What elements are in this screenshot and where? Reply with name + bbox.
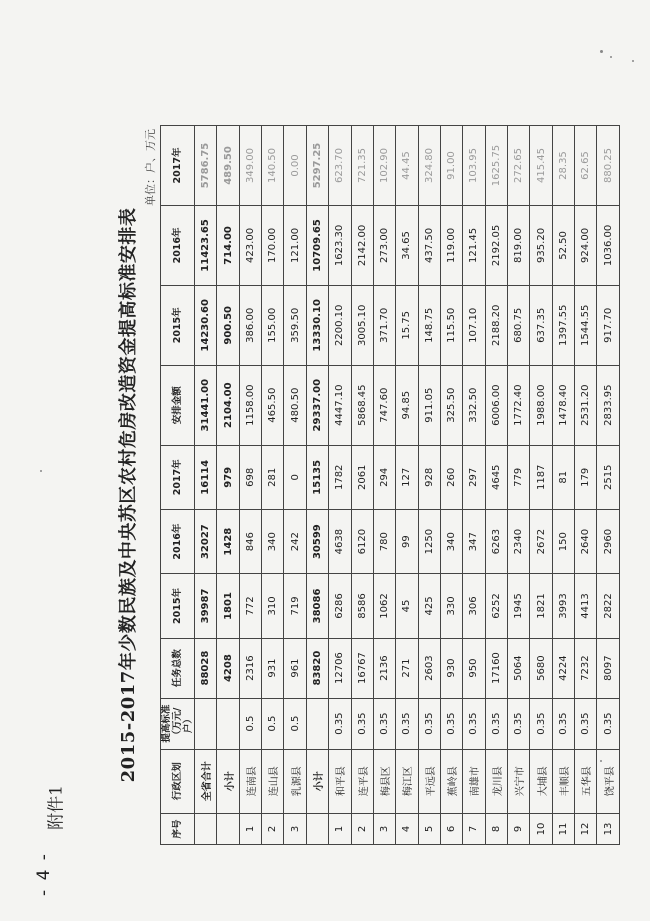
table-cell-region: 平远县 bbox=[418, 749, 440, 813]
table-cell-no: 2 bbox=[351, 813, 373, 844]
table-cell-a17: 102.90 bbox=[373, 126, 395, 206]
table-cell-no: 9 bbox=[508, 813, 530, 844]
table-cell-a15: 13330.10 bbox=[306, 285, 328, 365]
table-cell-region: 小计 bbox=[306, 749, 328, 813]
table-body bbox=[195, 126, 620, 845]
table-cell-a17: 44.45 bbox=[396, 126, 418, 206]
table-cell-std: 0.35 bbox=[597, 698, 620, 749]
table-cell-total: 7232 bbox=[575, 638, 597, 698]
table-cell-y17: 779 bbox=[508, 445, 530, 509]
table-cell-std: 0.35 bbox=[418, 698, 440, 749]
table-cell-a15: 359.50 bbox=[284, 285, 306, 365]
table-cell-amount: 1772.40 bbox=[508, 365, 530, 445]
table-cell-y15: 38086 bbox=[306, 574, 328, 638]
table-cell-a17: 5297.25 bbox=[306, 126, 328, 206]
table-cell-no: 6 bbox=[440, 813, 462, 844]
table-cell-a16: 34.65 bbox=[396, 206, 418, 286]
table-cell-no bbox=[306, 813, 328, 844]
table-cell-total: 931 bbox=[262, 638, 284, 698]
table-header-row bbox=[161, 126, 195, 845]
table-cell-amount: 2833.95 bbox=[597, 365, 620, 445]
table-cell-amount: 4447.10 bbox=[329, 365, 351, 445]
table-cell-amount: 325.50 bbox=[440, 365, 462, 445]
table-cell-a15: 14230.60 bbox=[195, 285, 217, 365]
table-cell-region: 乳源县 bbox=[284, 749, 306, 813]
table-cell-amount: 747.60 bbox=[373, 365, 395, 445]
table-cell-y17: 15135 bbox=[306, 445, 328, 509]
table-cell-std: 0.35 bbox=[396, 698, 418, 749]
table-cell-a17: 880.25 bbox=[597, 126, 620, 206]
table-cell-total: 2316 bbox=[239, 638, 261, 698]
page-number: - 4 - bbox=[34, 852, 54, 896]
table-cell-amount: 1988.00 bbox=[530, 365, 552, 445]
table-cell-total: 5064 bbox=[508, 638, 530, 698]
document-title: 2015-2017年少数民族及中央苏区农村危房改造资金提高标准安排表 bbox=[118, 207, 139, 783]
header-cell: 序号 bbox=[161, 813, 195, 844]
table-cell-std bbox=[195, 698, 217, 749]
table-cell-no: 2 bbox=[262, 813, 284, 844]
table-cell-a16: 121.45 bbox=[463, 206, 485, 286]
table-row bbox=[440, 126, 462, 845]
table-cell-amount: 31441.00 bbox=[195, 365, 217, 445]
table-cell-y15: 45 bbox=[396, 574, 418, 638]
table-cell-a17: 415.45 bbox=[530, 126, 552, 206]
table-row bbox=[351, 126, 373, 845]
table-cell-std: 0.35 bbox=[575, 698, 597, 749]
table-cell-y15: 310 bbox=[262, 574, 284, 638]
table-cell-region: 南雄市 bbox=[463, 749, 485, 813]
table-cell-y15: 3993 bbox=[552, 574, 574, 638]
funding-table bbox=[160, 125, 620, 845]
table-cell-a17: 324.80 bbox=[418, 126, 440, 206]
header-cell: 2015年 bbox=[161, 574, 195, 638]
table-cell-std: 0.5 bbox=[239, 698, 261, 749]
table-cell-amount: 94.85 bbox=[396, 365, 418, 445]
table-cell-y15: 330 bbox=[440, 574, 462, 638]
table-cell-y17: 127 bbox=[396, 445, 418, 509]
table-cell-total: 83820 bbox=[306, 638, 328, 698]
table-cell-a15: 371.70 bbox=[373, 285, 395, 365]
table-cell-y15: 2822 bbox=[597, 574, 620, 638]
table-cell-y16: 242 bbox=[284, 509, 306, 573]
table-cell-y16: 99 bbox=[396, 509, 418, 573]
table-cell-y17: 698 bbox=[239, 445, 261, 509]
table-cell-y16: 2340 bbox=[508, 509, 530, 573]
table-cell-no: 4 bbox=[396, 813, 418, 844]
table-row bbox=[195, 126, 217, 845]
table-cell-std: 0.35 bbox=[373, 698, 395, 749]
table-cell-std bbox=[306, 698, 328, 749]
table-cell-a16: 1623.30 bbox=[329, 206, 351, 286]
table-cell-region: 饶平县 bbox=[597, 749, 620, 813]
table-cell-a15: 148.75 bbox=[418, 285, 440, 365]
table-cell-a16: 121.00 bbox=[284, 206, 306, 286]
table-cell-y16: 6263 bbox=[485, 509, 507, 573]
table-cell-region: 五华县 bbox=[575, 749, 597, 813]
table-cell-y16: 347 bbox=[463, 509, 485, 573]
table-cell-y15: 425 bbox=[418, 574, 440, 638]
table-cell-a17: 103.95 bbox=[463, 126, 485, 206]
table-cell-total: 2603 bbox=[418, 638, 440, 698]
table-cell-a15: 680.75 bbox=[508, 285, 530, 365]
table-cell-a17: 0.00 bbox=[284, 126, 306, 206]
table-cell-y16: 2672 bbox=[530, 509, 552, 573]
table-cell-a17: 623.70 bbox=[329, 126, 351, 206]
table-row bbox=[597, 126, 620, 845]
table-cell-y15: 306 bbox=[463, 574, 485, 638]
table-cell-region: 龙川县 bbox=[485, 749, 507, 813]
table-cell-no: 1 bbox=[239, 813, 261, 844]
table-cell-y16: 32027 bbox=[195, 509, 217, 573]
table-cell-total: 930 bbox=[440, 638, 462, 698]
table-cell-amount: 465.50 bbox=[262, 365, 284, 445]
table-cell-region: 连平县 bbox=[351, 749, 373, 813]
table-cell-a16: 119.00 bbox=[440, 206, 462, 286]
table-cell-amount: 332.50 bbox=[463, 365, 485, 445]
table-cell-y15: 1062 bbox=[373, 574, 395, 638]
table-cell-a16: 819.00 bbox=[508, 206, 530, 286]
table-cell-y16: 30599 bbox=[306, 509, 328, 573]
table-row bbox=[262, 126, 284, 845]
table-cell-std: 0.35 bbox=[530, 698, 552, 749]
table-cell-total: 950 bbox=[463, 638, 485, 698]
table-cell-y16: 4638 bbox=[329, 509, 351, 573]
table-cell-y17: 979 bbox=[217, 445, 239, 509]
table-cell-region: 梅县区 bbox=[373, 749, 395, 813]
table-cell-y16: 6120 bbox=[351, 509, 373, 573]
table-cell-y15: 4413 bbox=[575, 574, 597, 638]
table-cell-a15: 637.35 bbox=[530, 285, 552, 365]
header-cell: 2017年 bbox=[161, 445, 195, 509]
table-cell-total: 4224 bbox=[552, 638, 574, 698]
scan-speck bbox=[600, 50, 603, 53]
table-cell-y15: 1945 bbox=[508, 574, 530, 638]
table-cell-y16: 340 bbox=[440, 509, 462, 573]
table-cell-a15: 107.10 bbox=[463, 285, 485, 365]
header-cell: 2016年 bbox=[161, 509, 195, 573]
table-cell-y17: 928 bbox=[418, 445, 440, 509]
table-cell-y15: 1801 bbox=[217, 574, 239, 638]
table-cell-a16: 2192.05 bbox=[485, 206, 507, 286]
table-cell-amount: 911.05 bbox=[418, 365, 440, 445]
table-cell-y17: 2061 bbox=[351, 445, 373, 509]
scan-speck bbox=[40, 470, 42, 472]
table-cell-total: 8097 bbox=[597, 638, 620, 698]
table-cell-a15: 1544.55 bbox=[575, 285, 597, 365]
table-row bbox=[552, 126, 574, 845]
table-cell-a16: 10709.65 bbox=[306, 206, 328, 286]
table-row bbox=[329, 126, 351, 845]
table-cell-y17: 179 bbox=[575, 445, 597, 509]
table-cell-amount: 1478.40 bbox=[552, 365, 574, 445]
header-cell: 行政区划 bbox=[161, 749, 195, 813]
table-cell-amount: 6006.00 bbox=[485, 365, 507, 445]
table-cell-no: 7 bbox=[463, 813, 485, 844]
table-cell-region: 蕉岭县 bbox=[440, 749, 462, 813]
table-cell-a17: 140.50 bbox=[262, 126, 284, 206]
table-cell-a16: 170.00 bbox=[262, 206, 284, 286]
table-cell-no: 11 bbox=[552, 813, 574, 844]
table-cell-y15: 6252 bbox=[485, 574, 507, 638]
table-cell-region: 梅江区 bbox=[396, 749, 418, 813]
table-cell-no: 3 bbox=[284, 813, 306, 844]
table-cell-y15: 39987 bbox=[195, 574, 217, 638]
table-cell-a16: 437.50 bbox=[418, 206, 440, 286]
table-cell-a17: 28.35 bbox=[552, 126, 574, 206]
table-cell-no: 3 bbox=[373, 813, 395, 844]
table-cell-y17: 294 bbox=[373, 445, 395, 509]
header-cell: 2015年 bbox=[161, 285, 195, 365]
table-cell-a16: 714.00 bbox=[217, 206, 239, 286]
table-cell-no: 13 bbox=[597, 813, 620, 844]
table-row bbox=[284, 126, 306, 845]
table-cell-a16: 11423.65 bbox=[195, 206, 217, 286]
table-cell-amount: 5868.45 bbox=[351, 365, 373, 445]
table-cell-amount: 2104.00 bbox=[217, 365, 239, 445]
table-cell-total: 12706 bbox=[329, 638, 351, 698]
table-row bbox=[463, 126, 485, 845]
table-cell-y15: 772 bbox=[239, 574, 261, 638]
table-cell-y17: 81 bbox=[552, 445, 574, 509]
table-cell-total: 271 bbox=[396, 638, 418, 698]
scan-speck bbox=[632, 60, 634, 62]
scan-speck bbox=[610, 56, 612, 58]
table-cell-no bbox=[217, 813, 239, 844]
table-cell-a16: 935.20 bbox=[530, 206, 552, 286]
table-cell-a15: 2188.20 bbox=[485, 285, 507, 365]
table-cell-a15: 2200.10 bbox=[329, 285, 351, 365]
table-cell-y16: 780 bbox=[373, 509, 395, 573]
table-cell-no: 5 bbox=[418, 813, 440, 844]
table-row bbox=[418, 126, 440, 845]
table-cell-std: 0.35 bbox=[329, 698, 351, 749]
rotated-document bbox=[114, 125, 624, 845]
table-cell-region: 大埔县 bbox=[530, 749, 552, 813]
table-cell-amount: 480.50 bbox=[284, 365, 306, 445]
table-cell-std: 0.35 bbox=[440, 698, 462, 749]
table-cell-a17: 489.50 bbox=[217, 126, 239, 206]
table-cell-y17: 281 bbox=[262, 445, 284, 509]
table-row bbox=[575, 126, 597, 845]
table-cell-a15: 1397.55 bbox=[552, 285, 574, 365]
table-cell-a16: 423.00 bbox=[239, 206, 261, 286]
table-cell-a16: 52.50 bbox=[552, 206, 574, 286]
table-cell-a16: 1036.00 bbox=[597, 206, 620, 286]
table-cell-y16: 1250 bbox=[418, 509, 440, 573]
table-cell-region: 全省合计 bbox=[195, 749, 217, 813]
table-cell-total: 961 bbox=[284, 638, 306, 698]
table-cell-a16: 924.00 bbox=[575, 206, 597, 286]
table-cell-a15: 386.00 bbox=[239, 285, 261, 365]
table-cell-amount: 2531.20 bbox=[575, 365, 597, 445]
table-cell-total: 5680 bbox=[530, 638, 552, 698]
table-cell-a17: 62.65 bbox=[575, 126, 597, 206]
table-cell-std: 0.35 bbox=[485, 698, 507, 749]
table-cell-region: 连山县 bbox=[262, 749, 284, 813]
table-cell-y16: 2960 bbox=[597, 509, 620, 573]
table-cell-y15: 719 bbox=[284, 574, 306, 638]
table-cell-a15: 3005.10 bbox=[351, 285, 373, 365]
table-cell-no: 10 bbox=[530, 813, 552, 844]
table-cell-y15: 6286 bbox=[329, 574, 351, 638]
table-cell-a17: 1625.75 bbox=[485, 126, 507, 206]
table-cell-std: 0.5 bbox=[262, 698, 284, 749]
table-cell-region: 丰顺县 bbox=[552, 749, 574, 813]
table-row bbox=[508, 126, 530, 845]
table-cell-a15: 115.50 bbox=[440, 285, 462, 365]
table-cell-a17: 721.35 bbox=[351, 126, 373, 206]
table-cell-amount: 29337.00 bbox=[306, 365, 328, 445]
table-cell-std: 0.35 bbox=[552, 698, 574, 749]
table-cell-y17: 260 bbox=[440, 445, 462, 509]
unit-note: 单位：户、万元 bbox=[144, 129, 157, 206]
table-cell-no bbox=[195, 813, 217, 844]
table-cell-a15: 917.70 bbox=[597, 285, 620, 365]
table-cell-y16: 846 bbox=[239, 509, 261, 573]
table-row bbox=[485, 126, 507, 845]
table-cell-total: 16767 bbox=[351, 638, 373, 698]
header-cell: 2017年 bbox=[161, 126, 195, 206]
table-cell-y17: 1187 bbox=[530, 445, 552, 509]
table-cell-y16: 150 bbox=[552, 509, 574, 573]
table-cell-y17: 16114 bbox=[195, 445, 217, 509]
table-cell-y16: 340 bbox=[262, 509, 284, 573]
table-cell-a17: 5786.75 bbox=[195, 126, 217, 206]
table-cell-region: 和平县 bbox=[329, 749, 351, 813]
table-cell-std: 0.35 bbox=[508, 698, 530, 749]
table-cell-no: 1 bbox=[329, 813, 351, 844]
table-cell-a16: 2142.00 bbox=[351, 206, 373, 286]
table-cell-region: 小计 bbox=[217, 749, 239, 813]
table-cell-std bbox=[217, 698, 239, 749]
table-cell-total: 2136 bbox=[373, 638, 395, 698]
table-cell-total: 17160 bbox=[485, 638, 507, 698]
table-cell-y17: 297 bbox=[463, 445, 485, 509]
table-cell-no: 12 bbox=[575, 813, 597, 844]
table-cell-y15: 1821 bbox=[530, 574, 552, 638]
table-cell-y16: 1428 bbox=[217, 509, 239, 573]
table-row bbox=[217, 126, 239, 845]
table-cell-y15: 8586 bbox=[351, 574, 373, 638]
table-cell-no: 8 bbox=[485, 813, 507, 844]
header-cell: 提高标准（万元/户） bbox=[161, 698, 195, 749]
table-cell-a15: 155.00 bbox=[262, 285, 284, 365]
table-row bbox=[396, 126, 418, 845]
table-cell-a15: 15.75 bbox=[396, 285, 418, 365]
table-cell-std: 0.5 bbox=[284, 698, 306, 749]
table-cell-y17: 2515 bbox=[597, 445, 620, 509]
table-cell-a17: 349.00 bbox=[239, 126, 261, 206]
table-cell-y16: 2640 bbox=[575, 509, 597, 573]
header-cell: 安排金额 bbox=[161, 365, 195, 445]
table-cell-y17: 0 bbox=[284, 445, 306, 509]
header-cell: 2016年 bbox=[161, 206, 195, 286]
attachment-label: 附件1 bbox=[46, 785, 67, 830]
table-row bbox=[306, 126, 328, 845]
header-cell: 任务总数 bbox=[161, 638, 195, 698]
table-cell-region: 兴宁市 bbox=[508, 749, 530, 813]
table-cell-region: 连南县 bbox=[239, 749, 261, 813]
table-cell-std: 0.35 bbox=[463, 698, 485, 749]
table-cell-y17: 1782 bbox=[329, 445, 351, 509]
table-cell-a15: 900.50 bbox=[217, 285, 239, 365]
table-cell-std: 0.35 bbox=[351, 698, 373, 749]
table-cell-amount: 1158.00 bbox=[239, 365, 261, 445]
table-row bbox=[373, 126, 395, 845]
table-cell-y17: 4645 bbox=[485, 445, 507, 509]
table-row bbox=[530, 126, 552, 845]
table-cell-a16: 273.00 bbox=[373, 206, 395, 286]
table-cell-total: 4208 bbox=[217, 638, 239, 698]
table-row bbox=[239, 126, 261, 845]
table-cell-a17: 91.00 bbox=[440, 126, 462, 206]
table-cell-total: 88028 bbox=[195, 638, 217, 698]
table-cell-a17: 272.65 bbox=[508, 126, 530, 206]
